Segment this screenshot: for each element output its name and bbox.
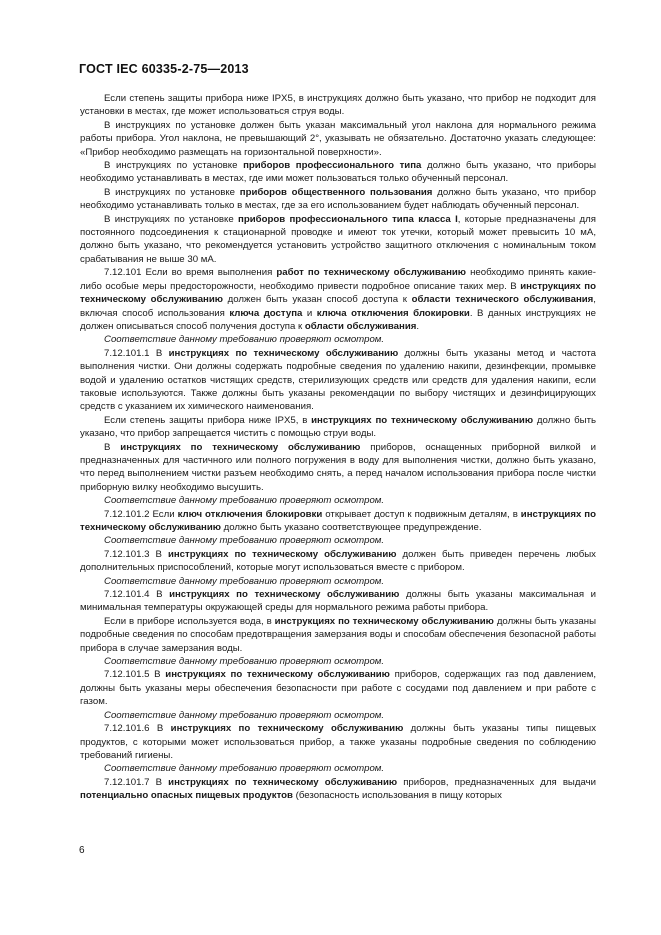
defined-term: ключ отключения блокировки [177,508,323,520]
text-run: В инструкциях по установке [104,160,244,172]
compliance-note [80,709,596,722]
text-run: должны быть указаны типы пищевых продуктов, с которыми может использоваться прибор, а также указаны подробные сведения по соблюдению требований гигиены. [80,723,597,761]
paragraph [80,668,596,708]
text-run: Соответствие данному требованию проверяют осмотром. [104,656,385,668]
text-run: Соответствие данному требованию проверяют осмотром. [104,763,385,775]
paragraph [80,414,596,441]
defined-term: инструкциях по техническому обслуживанию [170,723,404,735]
text-run: необходимо принять какие-либо особые меры предосторожности, необходимо привести подробное описание таких мер. В [80,267,596,292]
text-run: , которые предназначены для постоянного подсоединения к стационарной проводке и имеют ток утечки, который может превысить 10 мА, должно быть указано, что рекомендуется установить устройство защитного отключения с номинальным током срабатывания не выше 30 мА. [80,213,597,265]
defined-term: инструкциях по техническому обслуживанию [167,548,397,560]
defined-term: инструкциях по техническому обслуживанию [168,347,399,359]
paragraph [80,92,596,119]
compliance-note [80,333,596,346]
defined-term: инструкциях по техническому обслуживанию [169,589,400,601]
defined-term: приборов общественного пользования [239,186,433,198]
defined-term: ключа отключения блокировки [316,307,470,319]
text-run: Соответствие данному требованию проверяют осмотром. [104,709,385,721]
text-run: должно быть указано, что приборы необходимо устанавливать в местах, где ими может пользоваться только обученный персонал. [80,160,596,185]
text-run: 7.12.101.6 В [104,723,171,735]
paragraph [80,722,596,762]
defined-term: инструкциях по техническому обслуживанию [120,441,361,453]
paragraph [80,441,596,495]
defined-term: области технического обслуживания [411,294,594,306]
text-run: должны быть указаны максимальная и минимальная температуры окружающей среды для нормального режима работы прибора. [80,589,596,614]
compliance-note [80,575,596,588]
defined-term: инструкциях по техническому обслуживанию [274,615,494,627]
compliance-note [80,655,596,668]
text-run: должно быть указано, что прибор необходимо устанавливать только в местах, где за его использованием будет наблюдать обученный персонал. [80,186,596,212]
paragraph [80,615,596,655]
text-run: приборов, содержащих газ под давлением, должны быть указаны меры обеспечения безопасности при работе с сосудами под давлением и при работе с газом. [80,669,596,708]
paragraph [80,213,596,267]
text-run: приборов, предназначенных для выдачи [397,776,597,788]
text-run: Соответствие данному требованию проверяют осмотром. [104,535,385,547]
text-run: В [104,441,121,453]
text-run: Если степень защиты прибора ниже IPX5, в [104,414,312,426]
paragraph [80,508,596,535]
text-run: Если в приборе используется вода, в [104,615,275,627]
paragraph [80,186,596,213]
text-run: 7.12.101.2 Если [104,508,178,520]
text-run: (безопасность использования в пищу которых [292,790,502,802]
text-run: должны быть указаны подробные сведения по способам предотвращения замерзания воды и способам обеспечения безопасной работы прибора в случае замерзания воды. [80,615,597,654]
defined-term: ключа доступа [229,307,303,319]
paragraph [80,776,596,803]
text-run: приборов, оснащенных приборной вилкой и предназначенных для частичного или полного погружения в воду для выполнения чистки, должно быть указано, что перед выполнением чистки разъем необходимо снять, а перед началом использования прибора после чистки приборную вилку необходимо высушить. [80,441,596,493]
defined-term: области обслуживания [304,320,417,332]
text-run: Если степень защиты прибора ниже IPX5, в инструкциях должно быть указано, что прибор не подходит для установки в местах, где может использоваться струя воды. [80,93,596,118]
paragraph [80,548,596,575]
text-run: и [302,307,317,319]
text-run: должен быть указан способ доступа к [223,294,412,306]
text-run: Соответствие данному требованию проверяют осмотром. [104,575,385,587]
text-run: 7.12.101.4 В [104,589,170,601]
paragraph [80,266,596,333]
text-run: В инструкциях по установке [104,213,239,225]
text-run: 7.12.101 Если во время выполнения [104,267,277,279]
defined-term: приборов профессионального типа [243,160,422,172]
text-run: должны быть указаны метод и частота выполнения чистки. Они должны содержать подробные сведения по удалению накипи, дезинфекции, промывке водой и удалению остатков чистящих средств, стерилизующих средств или средств для удаления накипи, если таковые используются. Также должны быть указаны рекомендации по выбору чистящих и дезинфицирующих средств с указанием их химического наименования. [80,347,596,413]
paragraph [80,119,596,159]
defined-term: приборов профессионального типа класса I [238,213,458,225]
text-run: 7.12.101.5 В [104,669,166,681]
defined-term: инструкциях по техническому обслуживанию [80,508,596,533]
defined-term: инструкциях по техническому обслуживанию [165,669,390,681]
compliance-note [80,762,596,775]
page-number: 6 [79,845,85,856]
text-run: Соответствие данному требованию проверяют осмотром. [104,495,385,507]
defined-term: инструкциях по техническому обслуживанию [311,414,534,426]
defined-term: работ по техническому обслуживанию [276,267,467,279]
defined-term: инструкциях по техническому обслуживанию [168,776,398,788]
compliance-note [80,494,596,507]
text-run: должно быть указано соответствующее предупреждение. [221,522,482,533]
paragraph [80,588,596,615]
defined-term: инструкциях по техническому обслуживанию [80,280,596,306]
text-run: 7.12.101.7 В [104,776,169,788]
text-run: . [416,320,420,332]
text-run: 7.12.101.1 В [104,347,169,359]
text-run: должно быть указано, что прибор запрещается чистить с помощью струи воды. [80,414,596,440]
compliance-note [80,534,596,547]
text-run: , включая способ использования [80,294,596,319]
text-run: 7.12.101.3 В [104,548,168,560]
text-run: В инструкциях по установке должен быть указан максимальный угол наклона для нормального режима работы прибора. Угол наклона, не превышающий 2°, указывать не обязательно. Достаточно указать следующее: «Прибор необходимо размещать на горизонтальной поверхности». [80,119,596,158]
text-run: В инструкциях по установке [104,186,240,198]
paragraph [80,347,596,414]
text-run: . В данных инструкциях не должен описываться способ получения доступа к [80,307,596,332]
text-run: открывает доступ к подвижным деталям, в [322,508,521,520]
text-run: Соответствие данному требованию проверяют осмотром. [104,334,385,346]
document-body [80,92,596,803]
defined-term: потенциально опасных пищевых продуктов [80,790,293,802]
document-header: ГОСТ IEC 60335-2-75—2013 [79,62,249,76]
paragraph [80,159,596,186]
text-run: должен быть приведен перечень любых дополнительных приспособлений, которые могут использоваться вместе с прибором. [80,548,596,574]
